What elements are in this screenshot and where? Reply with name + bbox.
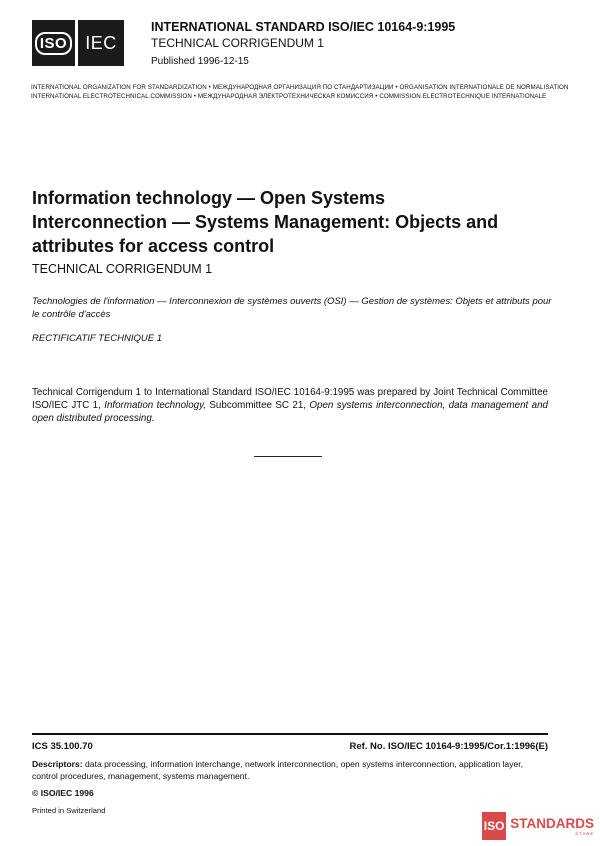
footer-rule <box>32 733 548 735</box>
organization-line-1: INTERNATIONAL ORGANIZATION FOR STANDARDIZATION • МЕЖДУНАРОДНАЯ ОРГАНИЗАЦИЯ ПО СТАНДАРТИЗАЦИИ • ORGANISATION INTERNATIONALE DE NORMALISATION <box>31 84 569 91</box>
corrigendum-heading: TECHNICAL CORRIGENDUM 1 <box>32 262 213 276</box>
iso-iec-logo <box>32 20 124 66</box>
french-title: Technologies de l'information — Interconnexion de systèmes ouverts (OSI) — Gestion de systèmes: Objets et attributs pour le contrôle d'accès <box>32 296 552 320</box>
ics-code: ICS 35.100.70 <box>32 741 93 752</box>
french-rectificatif: RECTIFICATIF TECHNIQUE 1 <box>32 333 163 344</box>
body-paragraph: Technical Corrigendum 1 to International Standard ISO/IEC 10164-9:1995 was prepared by Joint Technical Committee ISO/IEC JTC 1, Information technology, Subcommittee SC 21, Open systems interconnection, data management and open distributed processing. <box>32 387 548 424</box>
descriptors-text: data processing, information interchange, network interconnection, open systems interconnection, application layer, control procedures, management, systems management. <box>32 759 524 781</box>
title-line-1: Information technology — Open Systems <box>32 188 386 208</box>
iec-logo: IEC <box>78 20 124 66</box>
title-line-3: attributes for access control <box>32 236 275 256</box>
badge-store-label: STORE <box>575 830 594 836</box>
badge-iso-icon: ISO <box>482 812 506 840</box>
printed-in: Printed in Switzerland <box>32 806 106 815</box>
document-title <box>32 186 552 258</box>
badge-text: STANDARDS STORE <box>510 815 594 836</box>
organization-line-2: INTERNATIONAL ELECTROTECHNICAL COMMISSION • МЕЖДУНАРОДНАЯ ЭЛЕКТРОТЕХНИЧЕСКАЯ КОМИССИЯ • COMMISSION ELECTROTECHNIQUE INTERNATIONALE <box>31 93 547 100</box>
published-date: Published 1996-12-15 <box>151 56 249 67</box>
standard-title: INTERNATIONAL STANDARD ISO/IEC 10164-9:1995 <box>151 20 456 34</box>
descriptors <box>32 759 548 782</box>
iso-standards-store-badge <box>482 810 594 842</box>
title-line-2: Interconnection — Systems Management: Objects and <box>32 212 499 232</box>
descriptors-label: Descriptors: <box>32 759 83 769</box>
separator-line <box>254 456 322 457</box>
copyright: © ISO/IEC 1996 <box>32 788 94 798</box>
corrigendum-subtitle: TECHNICAL CORRIGENDUM 1 <box>151 36 324 50</box>
iso-logo: ISO <box>32 20 78 66</box>
reference-number: Ref. No. ISO/IEC 10164-9:1995/Cor.1:1996(E) <box>349 741 548 752</box>
